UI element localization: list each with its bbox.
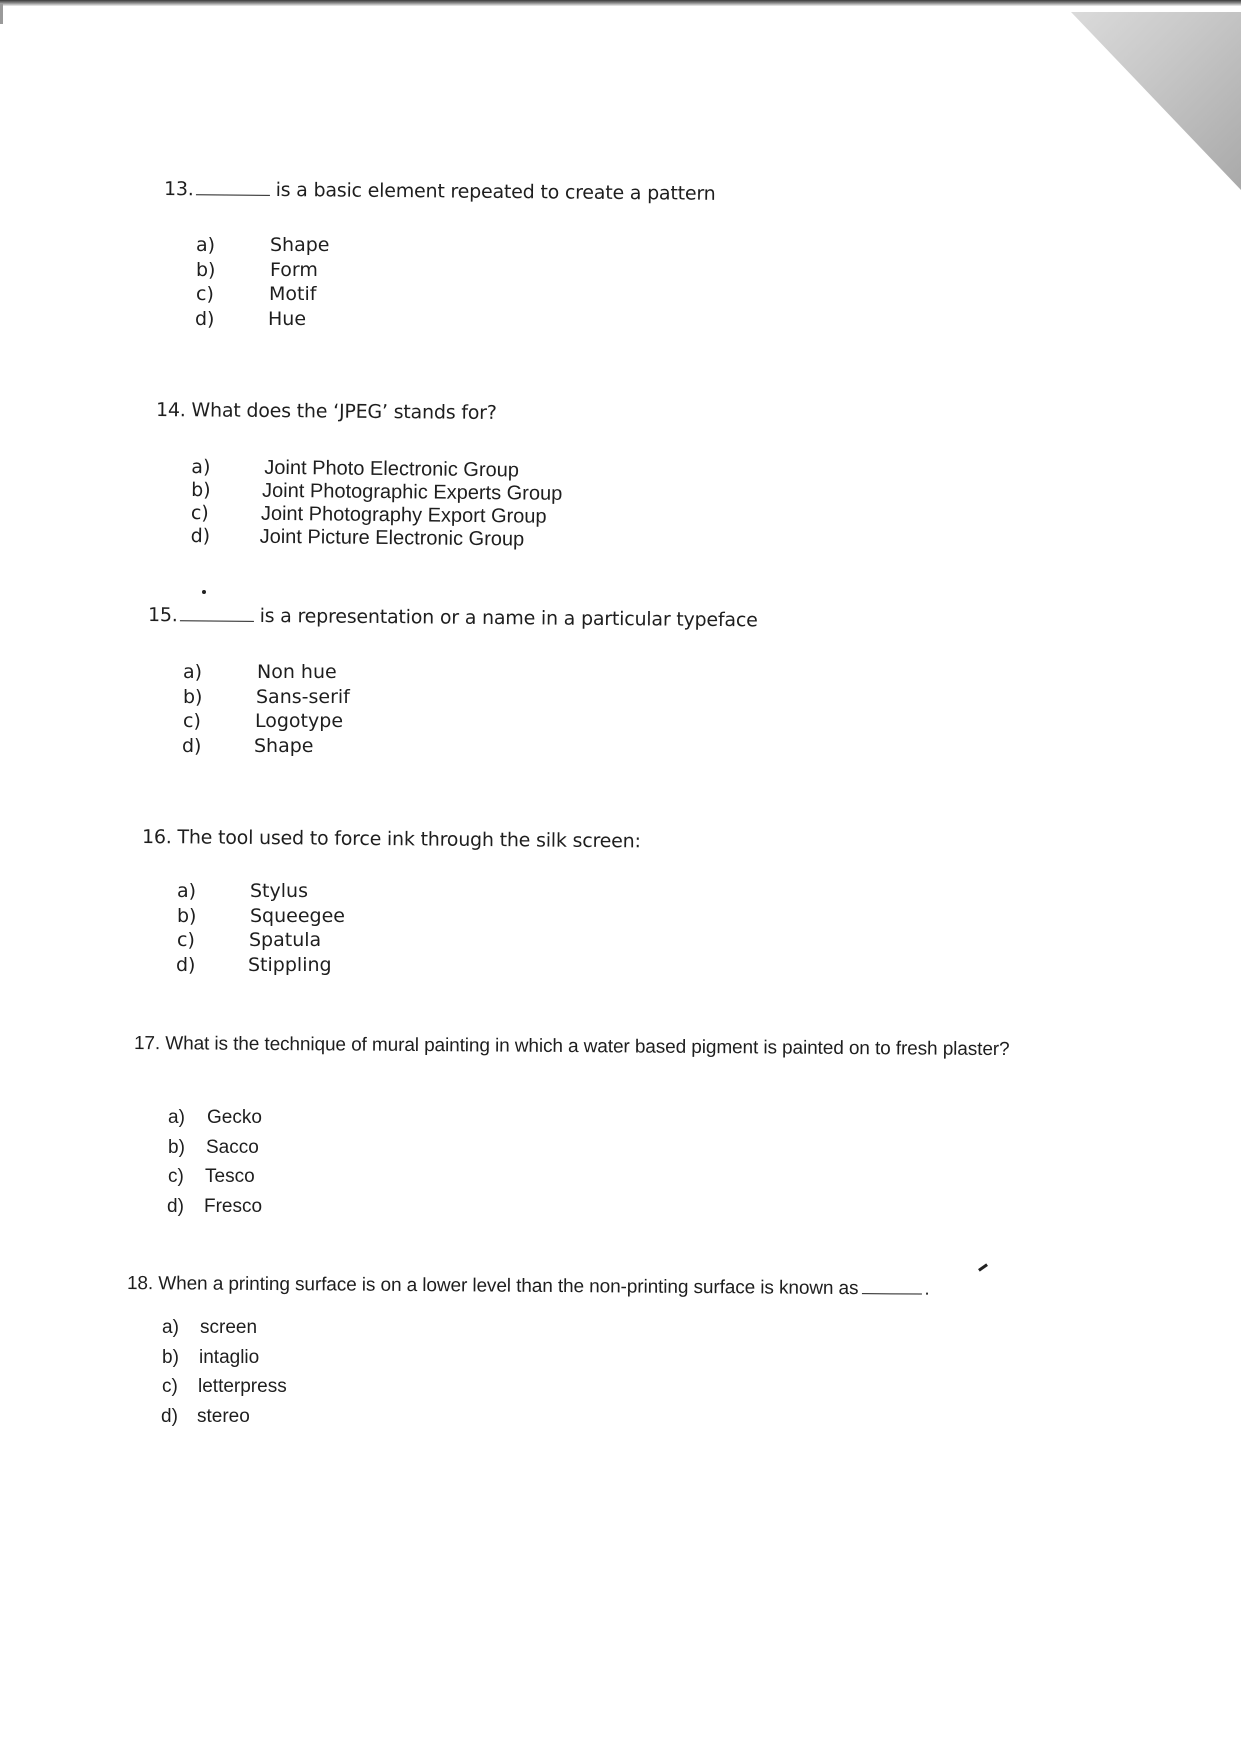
scan-left-edge <box>0 4 3 24</box>
options-13 <box>196 234 396 332</box>
question-18 <box>127 1273 930 1301</box>
option-c: c) Motif <box>196 283 317 305</box>
option-d: d) Fresco <box>167 1195 263 1217</box>
answer-blank <box>862 1279 922 1294</box>
question-text: is a representation or a name in a particular typeface <box>259 604 758 632</box>
option-c: c) Tesco <box>168 1166 255 1187</box>
option-d: d) stereo <box>161 1405 250 1427</box>
option-d: d) Joint Picture Electronic Group <box>190 524 525 551</box>
options-18 <box>162 1317 362 1435</box>
option-c: c) Logotype <box>183 710 344 732</box>
question-16 <box>142 826 641 852</box>
question-text: The tool used to force ink through the silk screen: <box>177 826 641 853</box>
option-a: a) Stylus <box>177 880 308 902</box>
option-a: a) Shape <box>196 234 330 256</box>
option-c: c) letterpress <box>162 1376 287 1397</box>
question-number: 18. <box>126 1273 154 1295</box>
option-b: b) Sans-serif <box>183 685 350 708</box>
question-17 <box>134 1031 1054 1063</box>
option-b: b) Sacco <box>168 1136 259 1158</box>
question-15 <box>148 604 758 631</box>
option-a: a) Non hue <box>183 661 337 683</box>
option-b: b) Joint Photographic Experts Group <box>191 479 563 505</box>
question-number: 14. <box>155 399 186 422</box>
question-number: 17. <box>133 1033 161 1055</box>
question-number: 16. <box>141 826 172 849</box>
question-text: When a printing surface is on a lower level than the non-printing surface is known as <box>158 1273 859 1300</box>
question-text: What is the technique of mural painting in which a water based pigment is painted on to fresh plaster? <box>165 1033 1010 1061</box>
question-text: What does the ‘JPEG’ stands for? <box>191 399 497 424</box>
question-number: 15. <box>147 604 178 627</box>
option-b: b) intaglio <box>162 1346 260 1368</box>
scan-speck <box>202 590 206 594</box>
options-16 <box>177 880 377 978</box>
folded-page-corner <box>1071 0 1241 190</box>
option-a: a) Gecko <box>168 1107 262 1128</box>
question-number: 13. <box>163 178 194 201</box>
option-c: c) Spatula <box>177 929 322 951</box>
option-d: d) Stippling <box>176 953 332 976</box>
option-a: a) screen <box>162 1317 258 1338</box>
options-15 <box>183 661 383 759</box>
question-13 <box>164 178 716 205</box>
option-d: d) Hue <box>195 307 307 330</box>
answer-blank <box>196 180 270 196</box>
option-b: b) Form <box>196 258 318 281</box>
options-14 <box>191 456 592 552</box>
option-a: a) Joint Photo Electronic Group <box>191 456 520 482</box>
scan-top-edge <box>0 0 1241 6</box>
option-b: b) Squeegee <box>177 904 345 927</box>
answer-blank <box>180 606 254 622</box>
option-c: c) Joint Photography Export Group <box>190 502 547 528</box>
option-d: d) Shape <box>182 734 314 757</box>
question-14 <box>156 399 497 424</box>
pen-mark <box>978 1263 988 1271</box>
question-suffix: . <box>924 1278 930 1300</box>
options-17 <box>168 1107 368 1225</box>
question-text: is a basic element repeated to create a pattern <box>275 178 716 205</box>
